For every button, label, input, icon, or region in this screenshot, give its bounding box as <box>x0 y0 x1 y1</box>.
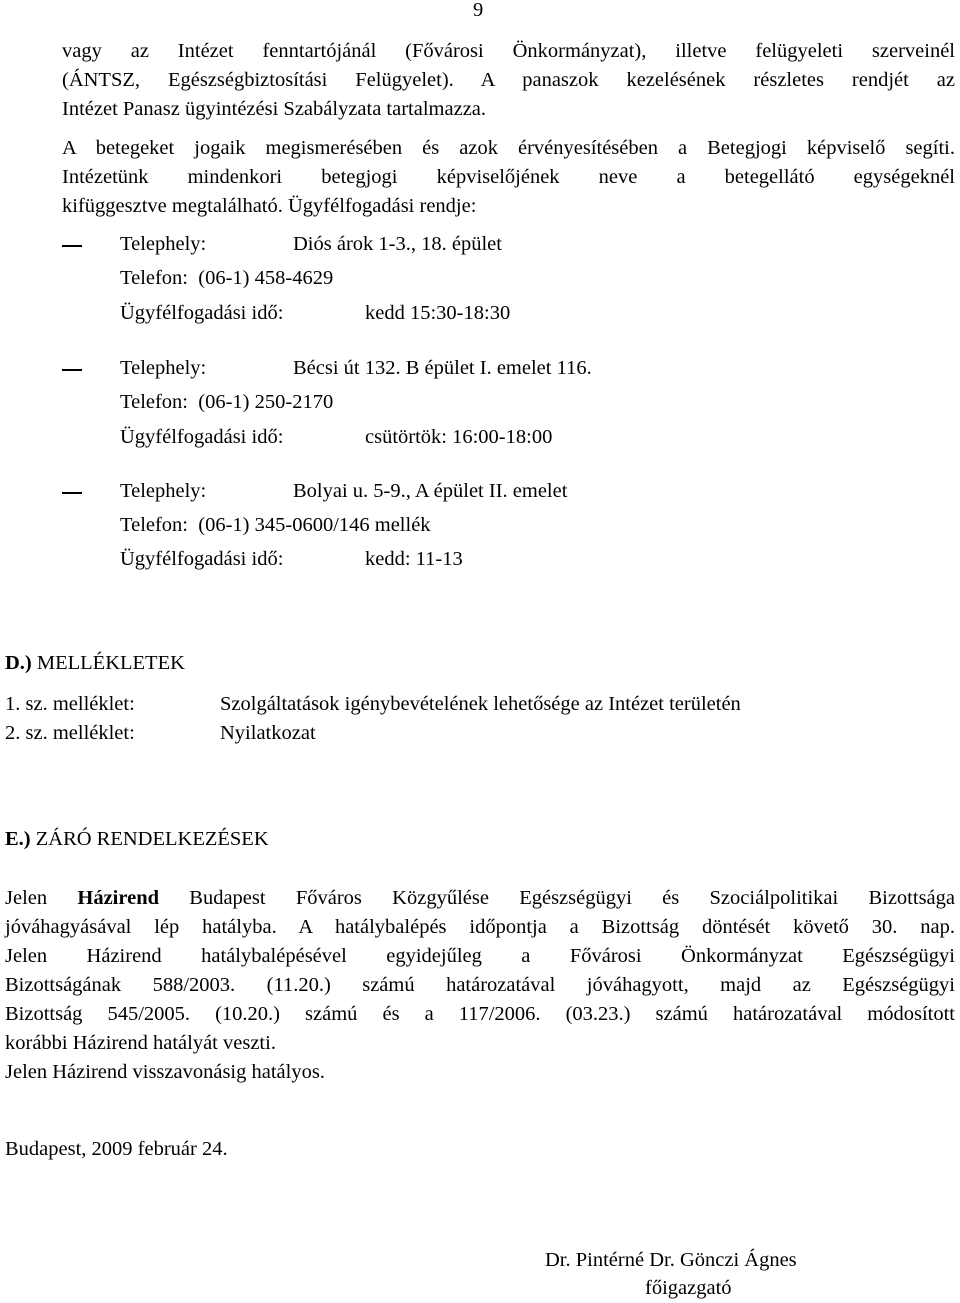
place-date: Budapest, 2009 február 24. <box>5 1138 228 1160</box>
closing-line: Jelen Házirend visszavonásig hatályos. <box>5 1061 325 1083</box>
phone-line: Telefon: (06-1) 458-4629 <box>120 267 334 289</box>
closing-heading-letter: E.) <box>5 828 31 850</box>
intro-line: Intézet Panasz ügyintézési Szabályzata tartalmazza. <box>62 98 487 120</box>
patient-rights-paragraph <box>62 134 955 221</box>
dash-bullet <box>62 369 82 371</box>
closing-line: Bizottság 545/2005. (10.20.) számú és a 117/2006. (03.23.) számú határozatával módosított <box>5 1003 955 1025</box>
closing-text: Budapest Főváros Közgyűlése Egészségügyi és Szociálpolitikai Bizottsága <box>159 887 955 909</box>
closing-line: Jelen Házirend hatálybalépésével egyidejűleg a Fővárosi Önkormányzat Egészségügyi <box>5 945 955 967</box>
hours-value: csütörtök: 16:00-18:00 <box>365 426 553 448</box>
site-label: Telephely: <box>120 233 207 255</box>
intro-line: (ÁNTSZ, Egészségbiztosítási Felügyelet). A panaszok kezelésének részletes rendjét az <box>62 69 955 91</box>
dash-bullet <box>62 492 82 494</box>
signatory-title: főigazgató <box>645 1277 732 1299</box>
hours-label: Ügyfélfogadási idő: <box>120 548 284 570</box>
annexes-heading-letter: D.) <box>5 652 32 674</box>
annex-title: Szolgáltatások igénybevételének lehetősége az Intézet területén <box>220 693 741 715</box>
hazirend-bold: Házirend <box>77 887 160 909</box>
closing-line: korábbi Házirend hatályát veszti. <box>5 1032 276 1054</box>
annex-label: 2. sz. melléklet: <box>5 722 135 744</box>
intro-line: vagy az Intézet fenntartójánál (Fővárosi Önkormányzat), illetve felügyeleti szerveinél <box>62 40 955 62</box>
closing-heading <box>5 828 269 851</box>
closing-line <box>5 884 955 913</box>
closing-line: Bizottságának 588/2003. (11.20.) számú határozatával jóváhagyott, majd az Egészségügyi <box>5 974 955 996</box>
hours-label: Ügyfélfogadási idő: <box>120 302 284 324</box>
closing-line: jóváhagyásával lép hatályba. A hatálybalépés időpontja a Bizottság döntését követő 30. nap. <box>5 916 955 938</box>
hours-value: kedd 15:30-18:30 <box>365 302 511 324</box>
intro-paragraph <box>62 37 955 124</box>
phone-line: Telefon: (06-1) 345-0600/146 mellék <box>120 514 431 536</box>
closing-heading-text: ZÁRÓ RENDELKEZÉSEK <box>30 828 269 850</box>
site-address: Bolyai u. 5-9., A épület II. emelet <box>293 480 568 502</box>
annexes-heading-text: MELLÉKLETEK <box>31 652 185 674</box>
site-address: Diós árok 1-3., 18. épület <box>293 233 502 255</box>
dash-bullet <box>62 245 82 247</box>
rights-line: Intézetünk mindenkori betegjogi képviselőjének neve a betegellátó egységeknél <box>62 166 955 188</box>
annexes-heading <box>5 652 185 675</box>
closing-paragraph <box>5 884 955 1087</box>
phone-line: Telefon: (06-1) 250-2170 <box>120 391 334 413</box>
hours-value: kedd: 11-13 <box>365 548 463 570</box>
hours-label: Ügyfélfogadási idő: <box>120 426 284 448</box>
annex-label: 1. sz. melléklet: <box>5 693 135 715</box>
site-label: Telephely: <box>120 480 207 502</box>
rights-line: kifüggesztve megtalálható. Ügyfélfogadási rendje: <box>62 195 477 217</box>
rights-line: A betegeket jogaik megismerésében és azok érvényesítésében a Betegjogi képviselő segíti. <box>62 137 955 159</box>
annex-title: Nyilatkozat <box>220 722 316 744</box>
page-number: 9 <box>473 0 484 21</box>
signatory-name: Dr. Pintérné Dr. Gönczi Ágnes <box>545 1249 797 1271</box>
closing-text: Jelen <box>5 887 78 909</box>
site-label: Telephely: <box>120 357 207 379</box>
site-address: Bécsi út 132. B épület I. emelet 116. <box>293 357 592 379</box>
